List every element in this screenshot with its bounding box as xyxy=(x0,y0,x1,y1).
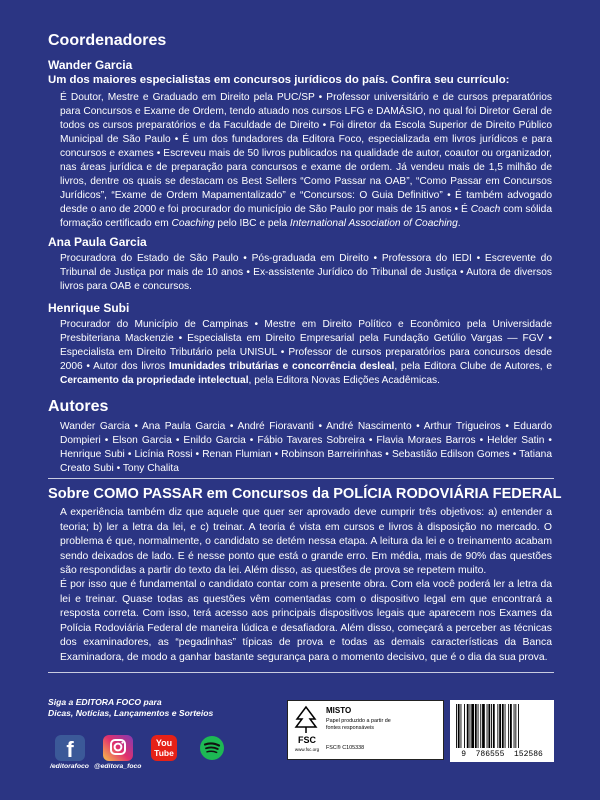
divider xyxy=(48,672,554,673)
section-title-coordenadores: Coordenadores xyxy=(48,32,167,49)
wander-bio: É Doutor, Mestre e Graduado em Direito pela PUC/SP • Professor universitário e de cursos preparatórios para Concursos e Exame de Ordem, tendo atuado nos cursos LFG e DAMÁSIO, no qual foi Diretor Geral de todos os cursos preparatórios e da Faculdade de Direito • Foi diretor da Escola Superior de Direito Público Municipal de São Paulo • É um dos fundadores da Editora Foco, especializada em livros jurídicos e para concursos e exames • Escreveu mais de 50 livros publicados na qualidade de autor, coautor ou organizador, nas áreas jurídica e de preparação para concursos e exame de ordem. Já vendeu mais de 1,5 milhão de livros, dentre os quais se destacam os Best Sellers “Como Passar na OAB”, “Como Passar em Concursos Jurídicos”, “Exame de Ordem Mapamentalizado” e “Concursos: O Guia Definitivo” • É também advogado desde o ano de 2000 e foi procurador do município de São Paulo por mais de 15 anos • É Coach com sólida formação certificado em Coaching pelo IBC e pela International Association of Coaching. xyxy=(60,92,553,229)
wander-headline: Um dos maiores especialistas em concursos jurídicos do país. Confira seu currículo: xyxy=(48,74,510,86)
youtube-icon[interactable]: You Tube xyxy=(151,735,177,761)
facebook-icon[interactable] xyxy=(55,735,85,761)
section-title-sobre: Sobre COMO PASSAR em Concursos da POLÍCIA RODOVIÁRIA FEDERAL xyxy=(48,486,562,502)
sobre-paragraph-2: É por isso que é fundamental o candidato contar com a presente obra. Com ela você poderá ler a letra da lei e treinar. Quase todas as questões vêm comentadas com o dispositivo legal em que encontrará a resposta correta. Com isso, terá acesso aos principais dispositivos legais que aparecem nos Exames da Polícia Rodoviária Federal de maneira lúdica e desafiadora. Além disso, começará a perceber as técnicas dos examinadores, as “pegadinhas” típicas de prova e todas as demais características da Banca Examinadora, de modo a ganhar bastante segurança para o momento decisivo, que é o dia da sua prova. xyxy=(60,579,552,663)
fsc-code: FSC® C105338 xyxy=(326,745,365,751)
follow-text xyxy=(48,697,213,719)
name-wander-garcia: Wander Garcia xyxy=(48,58,133,72)
sobre-paragraph-1: A experiência também diz que aquele que quer ser aprovado deve cumprir três objetivos: a) entender a teoria; b) ler a letra da lei, e c) treinar. A teoria é vista em cursos e livros à disposição no mercado. O problema é que, normalmente, o candidato se detém nessa etapa. A leitura da lei e o treinamento acabam sendo deixados de lado. E é nesse ponto que está o grande erro. Em média, mais de 90% das questões são respondidas a partir do texto da lei. Além disso, as questões de prova se repetem muito. xyxy=(60,507,552,576)
barcode-digits: 9 786555 152586 xyxy=(461,750,543,759)
authors-list: Wander Garcia • Ana Paula Garcia • André Fioravanti • André Nascimento • Arthur Trigueiros • Eduardo Dompieri • Elson Garcia • Enildo Garcia • Fábio Tavares Sobreira • Flavia Moraes Barros • Helder Satin • Henrique Subi • Licínia Rossi • Renan Flumian • Robinson Barreirinhas • Sebastião Edilson Gomes • Tatiana Creato Subi • Tony Chalita xyxy=(60,421,552,474)
ana-bio: Procuradora do Estado de São Paulo • Pós-graduada em Direito • Professora do IEDI • Escrevente do Tribunal de Justiça por mais de 10 anos • Ex-assistente Jurídico do Tribunal de Justiça • Autora de diversos livros para OAB e concursos. xyxy=(60,253,552,292)
fsc-tree-icon xyxy=(293,705,319,735)
barcode-bars xyxy=(450,702,554,752)
svg-text:f: f xyxy=(66,737,74,761)
fsc-certification-box xyxy=(287,700,444,760)
name-henrique-subi: Henrique Subi xyxy=(48,301,130,315)
instagram-icon[interactable] xyxy=(103,735,133,761)
follow-line-2: Dicas, Notícias, Lançamentos e Sorteios xyxy=(48,708,214,718)
fsc-url: www.fsc.org xyxy=(294,747,320,752)
fsc-title: MISTO xyxy=(326,706,352,715)
facebook-label[interactable]: /editorafoco xyxy=(50,763,89,770)
name-ana-paula-garcia: Ana Paula Garcia xyxy=(48,235,147,249)
barcode xyxy=(450,700,554,762)
follow-line-1: Siga a EDITORA FOCO para xyxy=(48,697,162,707)
section-title-autores: Autores xyxy=(48,398,109,415)
henrique-bio: Procurador do Município de Campinas • Mestre em Direito Político e Econômico pela Universidade Presbiteriana Mackenzie • Especialista em Direito Empresarial pela Fundação Getúlio Vargas — FGV • Especialista em Direito Tributário pela UNISUL • Professor de cursos preparatórios para concursos desde 2006 • Autor dos livros Imunidades tributárias e concorrência desleal, pela Editora Clube de Autores, e Cercamento da propriedade intelectual, pela Editora Novas Edições Acadêmicas. xyxy=(60,319,552,386)
divider xyxy=(48,478,554,479)
instagram-label[interactable]: @editora_foco xyxy=(94,763,142,770)
fsc-text: Papel produzido a partir de fontes responsáveis xyxy=(326,718,391,731)
fsc-logo-text: FSC xyxy=(298,735,316,745)
spotify-icon[interactable] xyxy=(198,735,226,761)
